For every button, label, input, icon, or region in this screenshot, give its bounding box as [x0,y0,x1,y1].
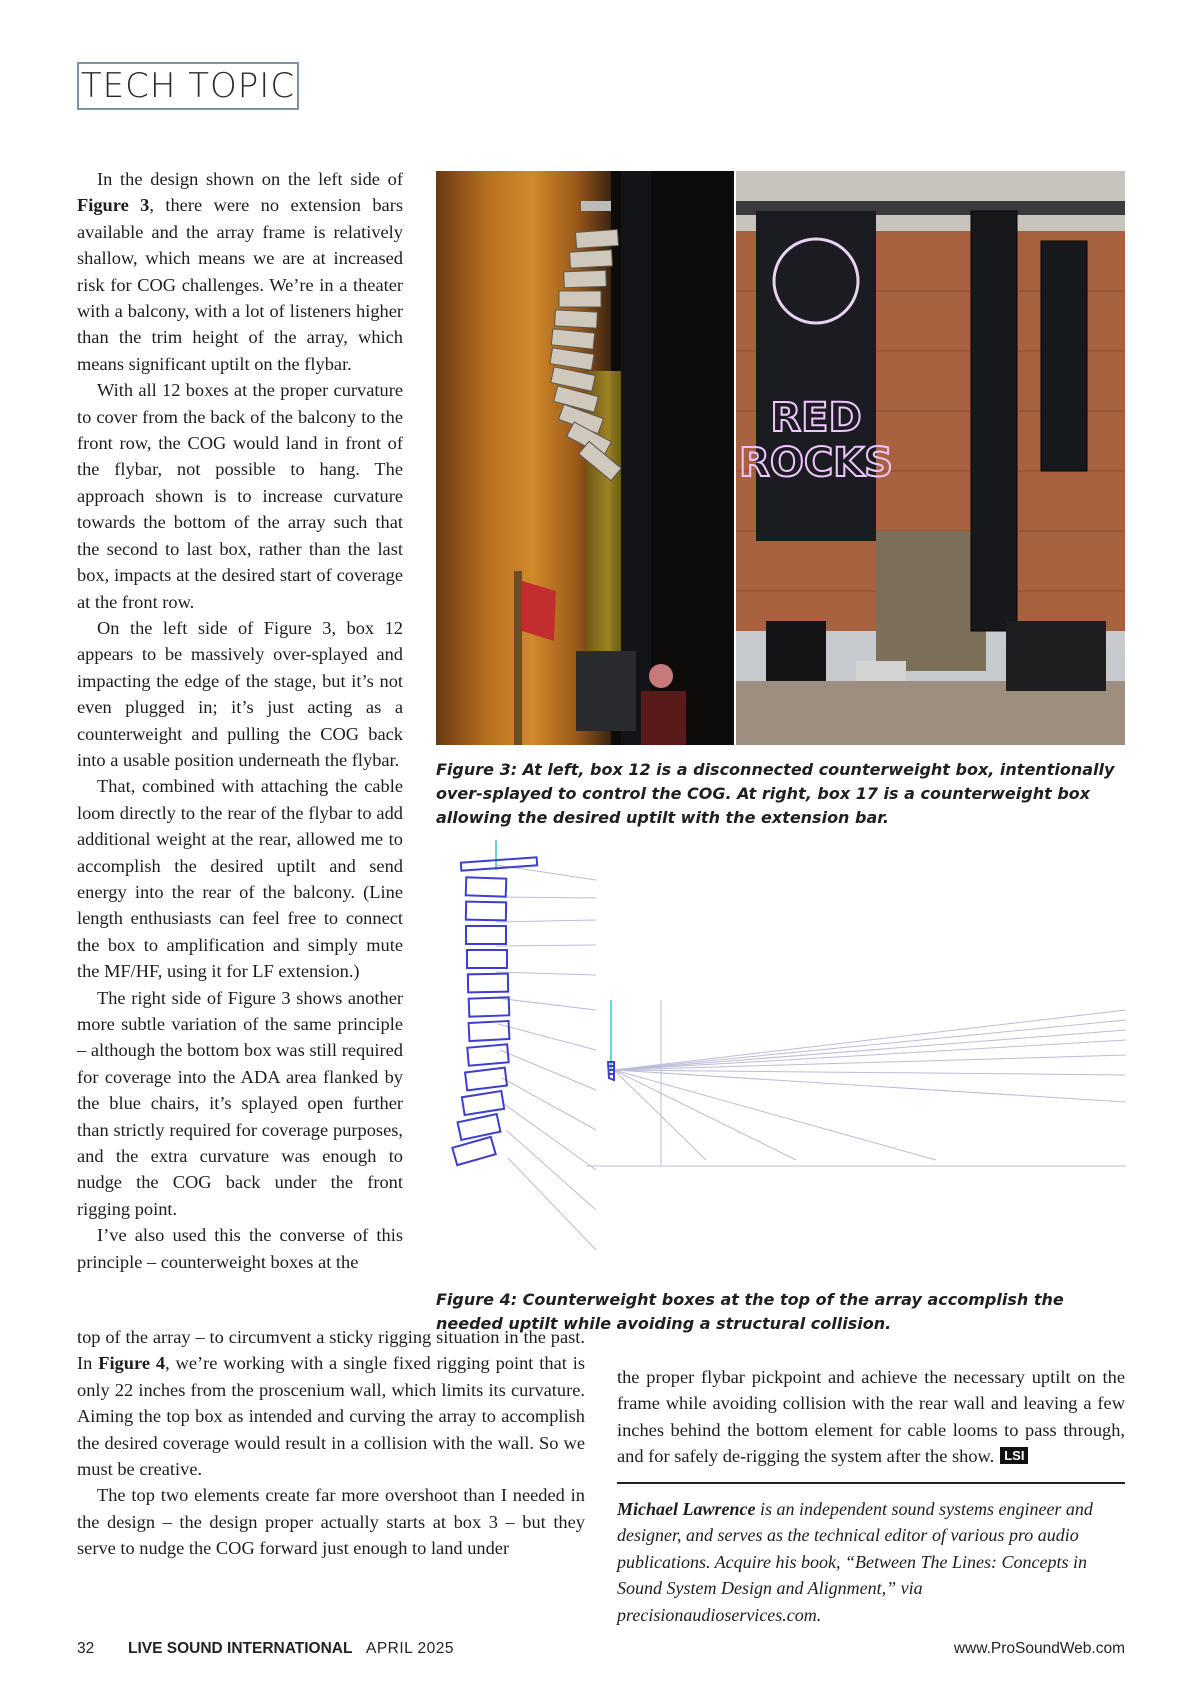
figure3-photo-left [436,171,734,745]
issue-date: APRIL 2025 [366,1640,455,1657]
author-bio: Michael Lawrence is an independent sound systems engineer and designer, and serves as the technical editor of various pro audio publications. Acquire his book, “Between The Lines: Concepts in Sound System Design and Alignment,” via precisionaudioservices.com. [617,1499,1093,1625]
paragraph-2: With all 12 boxes at the proper curvature to cover from the back of the balcony to the front row, the COG would land in front of the flybar, not possible to hang. The approach shown is to increase curvature towards the bottom of the array such that the second to last box, rather than the last box, impacts at the desired start of coverage at the front row. [77,380,403,612]
figure3-caption: Figure 3: At left, box 12 is a disconnected counterweight box, intentionally over-splayed to control the COG. At right, box 17 is a counterweight box allowing the desired uptilt with the extension bar. [436,760,1115,827]
publication-name: LIVE SOUND INTERNATIONAL [128,1640,353,1657]
paragraph-1: In the design shown on the left side of Figure 3, there were no extension bars available and the array frame is relatively shallow, which means we are at increased risk for COG challenges. We’re in a theater with a balcony, with a lot of listeners higher than the trim height of the array, which means significant uptilt on the flybar. [77,169,403,374]
figure4-diagram [436,840,1126,1280]
figure-ref: Figure 4 [98,1353,166,1374]
end-mark-badge: LSI [1000,1447,1028,1464]
section-tag: TECH TOPIC [77,62,299,110]
diagram-rays [496,865,1126,1250]
paragraph-5: The right side of Figure 3 shows another more subtle variation of the same principle – although the bottom box was still required for coverage into the ADA area flanked by the blue chairs, it’s splayed open further than strictly required for coverage purposes, and the extra curvature was enough to nudge the COG back under the front rigging point. [77,987,403,1219]
figure4-caption: Figure 4: Counterweight boxes at the top of the array accomplish the needed uptilt while avoiding a structural collision. [436,1290,1064,1333]
figure3-photo-right [736,171,1125,745]
website-link[interactable]: www.ProSoundWeb.com [953,1640,1125,1657]
bio-divider [617,1482,1125,1484]
author-name: Michael Lawrence [617,1499,756,1519]
article-column-1 [77,166,403,1275]
paragraph-7: top of the array – to circumvent a sticky rigging situation in the past. In Figure 4, we’re working with a single fixed rigging point that is only 22 inches from the proscenium wall, which limits its curvature. Aiming the top box as intended and curving the array to accomplish the desired coverage would result in a collision with the wall. So we must be creative. [77,1327,585,1480]
paragraph-3: On the left side of Figure 3, box 12 appears to be massively over-splayed and impacting the edge of the stage, but it’s not even plugged in; it’s just acting as a counterweight and pulling the COG back into a usable position underneath the flybar. [77,617,403,770]
paragraph-9: the proper flybar pickpoint and achieve the necessary uptilt on the frame while avoiding collision with the rear wall and leaving a few inches behind the bottom element for cable looms to pass through, and for safely de-rigging the system after the show. LSI [617,1367,1125,1467]
figure-ref: Figure 3 [77,195,150,216]
paragraph-4: That, combined with attaching the cable loom directly to the rear of the flybar to add additional weight at the rear, allowed me to accomplish the desired uptilt and send energy into the rear of the balcony. (Line length enthusiasts can feel free to connect the box to amplification and simply mute the MF/HF, using it for LF extension.) [77,776,403,982]
page-number: 32 [77,1640,95,1657]
photo-signage-line-2: ROCKS [739,440,893,486]
article-column-3 [617,1364,1125,1470]
photo-signage-line-1: RED [770,395,862,441]
article-column-2 [77,1324,585,1562]
paragraph-6: I’ve also used this the converse of this principle – counterweight boxes at the [77,1225,403,1272]
paragraph-8: The top two elements create far more overshoot than I needed in the design – the design proper actually starts at box 3 – but they serve to nudge the COG forward just enough to land under [77,1485,585,1559]
